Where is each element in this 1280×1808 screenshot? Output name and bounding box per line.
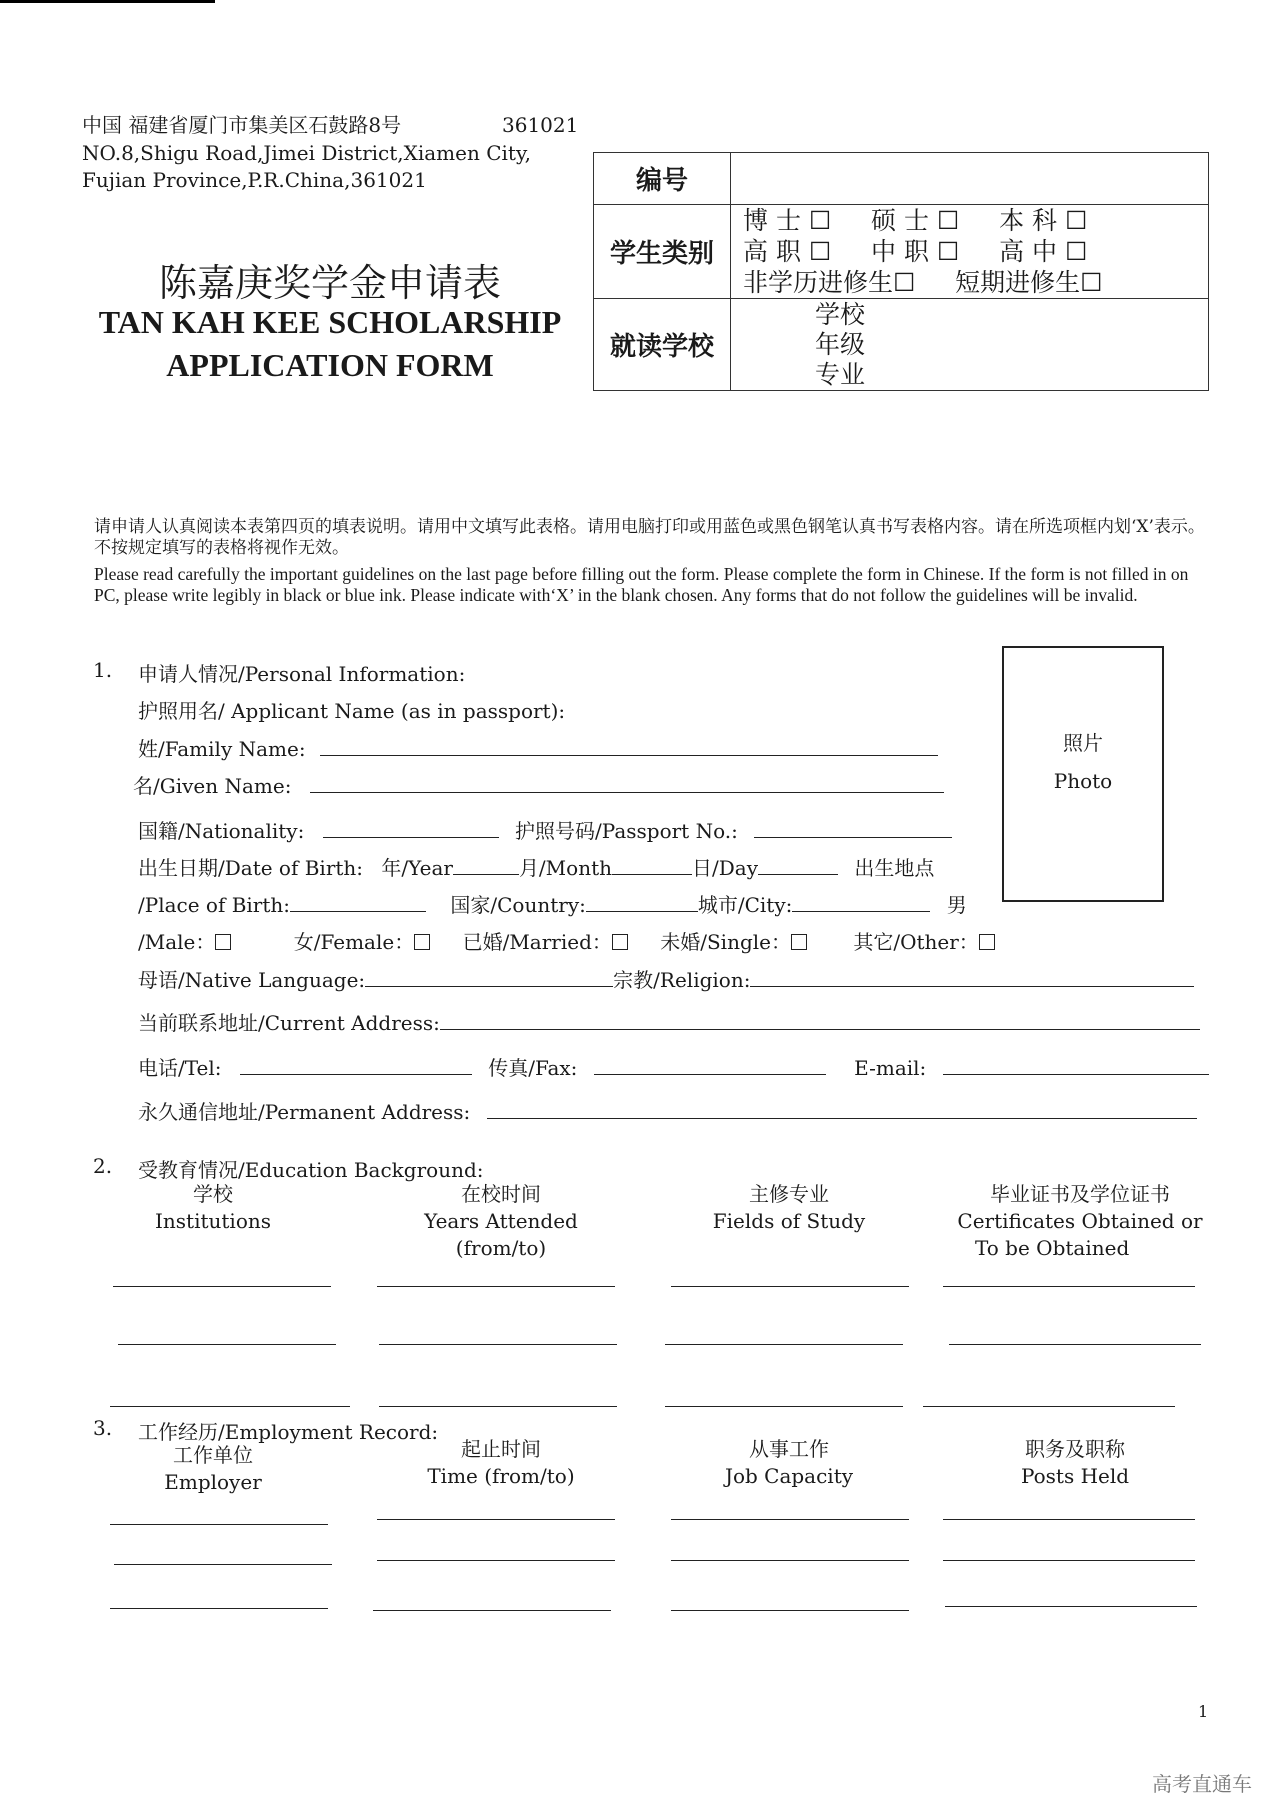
edu-line[interactable] [923,1406,1175,1407]
tel-field[interactable] [240,1074,472,1075]
day-label: 日/Day [692,856,758,880]
column-title-cn: 从事工作 [749,1437,829,1461]
passport-field[interactable] [754,837,952,838]
year-label: 年/Year [381,856,453,880]
column-title-cn: 在校时间 [461,1182,541,1206]
edu-col-institutions [113,1181,313,1235]
photo-label-cn: 照片 [1063,731,1103,755]
page-number: 1 [1198,1702,1209,1721]
edu-line[interactable] [379,1344,617,1345]
family-name-label: 姓/Family Name: [138,737,306,761]
permanent-address-row [138,1096,1197,1125]
native-language-field[interactable] [365,986,613,987]
male-checkbox[interactable] [215,934,231,950]
emp-line[interactable] [114,1564,332,1565]
emp-col-job [669,1436,909,1490]
year-field[interactable] [453,874,519,875]
email-label: E-mail: [854,1056,927,1080]
edu-line[interactable] [665,1344,903,1345]
address-line2: NO.8,Shigu Road,Jimei District,Xiamen City, [82,141,531,165]
female-checkbox[interactable] [414,934,430,950]
edu-line[interactable] [113,1286,331,1287]
pob-field[interactable] [290,911,426,912]
month-label: 月/Month [518,856,612,880]
nationality-label: 国籍/Nationality: [138,819,305,843]
married-label: 已婚/Married： [462,930,612,954]
column-title-en: Posts Held [1020,1464,1130,1488]
emp-col-posts [945,1436,1205,1490]
category-option-row[interactable]: 博 士 ☐ 硕 士 ☐ 本 科 ☐ [743,206,1088,235]
section3-heading: 工作经历/Employment Record: [138,1420,439,1444]
email-field[interactable] [943,1074,1209,1075]
section2-heading: 受教育情况/Education Background: [138,1158,484,1182]
column-title-en-2: To be Obtained [975,1236,1130,1260]
gender-marital-row [138,926,995,955]
school-field[interactable]: 学校 [815,299,866,329]
column-title-en: Certificates Obtained or [957,1209,1203,1233]
major-field[interactable]: 专业 [815,359,866,389]
language-religion-row [138,964,1194,993]
country-field[interactable] [586,911,698,912]
current-address-label: 当前联系地址/Current Address: [138,1011,440,1035]
edu-line[interactable] [665,1406,903,1407]
edu-line[interactable] [118,1344,336,1345]
emp-line[interactable] [110,1524,328,1525]
given-name-label: 名/Given Name: [133,774,292,798]
section1-heading: 申请人情况/Personal Information: [138,662,466,686]
day-field[interactable] [758,874,838,875]
address-line1: 中国 福建省厦门市集美区石鼓路8号 [82,113,402,137]
title-en-line2: APPLICATION FORM [166,347,494,383]
religion-label: 宗教/Religion: [613,968,751,992]
emp-line[interactable] [945,1606,1197,1607]
emp-line[interactable] [671,1610,909,1611]
city-field[interactable] [792,911,930,912]
tel-label: 电话/Tel: [138,1056,222,1080]
column-title-cn: 职务及职称 [1025,1437,1125,1461]
emp-line[interactable] [671,1519,909,1520]
address-line3: Fujian Province,P.R.China,361021 [82,168,427,192]
category-option-row[interactable]: 非学历进修生☐ 短期进修生☐ [743,268,1103,297]
column-title-en: Employer [164,1470,262,1494]
family-name-row [138,733,938,762]
number-field[interactable] [731,153,1209,205]
address-cn [82,112,401,138]
emp-line[interactable] [377,1519,615,1520]
fax-field[interactable] [594,1074,826,1075]
edu-col-fields [669,1181,909,1235]
family-name-field[interactable] [320,755,938,756]
number-label: 编号 [594,153,731,205]
postcode: 361021 [502,113,579,137]
category-label: 学生类别 [594,205,731,299]
column-title-en: Fields of Study [712,1209,866,1233]
single-checkbox[interactable] [791,934,807,950]
instructions-en: Please read carefully the important guidelines on the last page before filling out the form. Please complete the form in Chinese. If the form is not filled in on PC, please write legibly in black or blue ink. Please indicate with‘X’ in the blank chosen. Any forms that do not follow the guidelines will be invalid. [94,564,1189,605]
section1-number: 1. [93,658,113,682]
emp-line[interactable] [671,1560,909,1561]
column-title-cn: 毕业证书及学位证书 [990,1182,1170,1206]
religion-field[interactable] [750,986,1194,987]
pob-label: /Place of Birth: [138,893,291,917]
married-checkbox[interactable] [612,934,628,950]
month-field[interactable] [612,874,692,875]
edu-col-years [381,1181,621,1262]
permanent-address-label: 永久通信地址/Permanent Address: [138,1100,471,1124]
dob-label: 出生日期/Date of Birth: [138,856,364,880]
permanent-address-field[interactable] [487,1118,1197,1119]
current-address-field[interactable] [440,1029,1200,1030]
column-title-en: Job Capacity [724,1464,854,1488]
edu-line[interactable] [379,1406,617,1407]
photo-label-en: Photo [1053,769,1113,793]
top-rule [0,0,215,3]
title-cn: 陈嘉庚奖学金申请表 [158,261,501,305]
section2-number: 2. [93,1154,113,1178]
given-name-field[interactable] [310,792,944,793]
fax-label: 传真/Fax: [488,1056,578,1080]
emp-line[interactable] [373,1610,611,1611]
other-label: 其它/Other： [853,930,979,954]
column-title-cn: 起止时间 [461,1437,541,1461]
emp-line[interactable] [377,1560,615,1561]
column-title-en-2: (from/to) [455,1236,547,1260]
emp-line[interactable] [943,1519,1195,1520]
office-info-table [593,152,1209,391]
given-name-row [133,770,944,799]
title-en-line1: TAN KAH KEE SCHOLARSHIP [98,304,562,340]
edu-line[interactable] [110,1406,350,1407]
edu-line[interactable] [671,1286,909,1287]
column-title-cn: 学校 [193,1182,233,1206]
applicant-name-label: 护照用名/ Applicant Name (as in passport): [138,699,566,723]
photo-box[interactable] [1002,646,1164,902]
city-label: 城市/City: [697,893,793,917]
school-fields[interactable] [731,299,1209,391]
column-title-en: Institutions [154,1209,271,1233]
nationality-field[interactable] [323,837,499,838]
edu-line[interactable] [377,1286,615,1287]
emp-col-time [381,1436,621,1490]
watermark: 高考直通车 [1152,1772,1252,1796]
edu-line[interactable] [943,1286,1195,1287]
other-checkbox[interactable] [979,934,995,950]
instructions-cn: 请申请人认真阅读本表第四页的填表说明。请用中文填写此表格。请用电脑打印或用蓝色或黑色钢笔认真书写表格内容。请在所选项框内划‘X’表示。不按规定填写的表格将视作无效。 [94,517,1205,558]
native-language-label: 母语/Native Language: [138,968,366,992]
country-label: 国家/Country: [450,893,586,917]
single-label: 未婚/Single： [660,930,791,954]
nationality-row [138,815,952,844]
current-address-row [138,1007,1200,1036]
pob-row [138,889,967,918]
pob-cn-label: 出生地点 [854,856,935,880]
emp-col-employer [113,1442,313,1496]
category-option-row[interactable]: 高 职 ☐ 中 职 ☐ 高 中 ☐ [743,237,1088,266]
column-title-cn: 主修专业 [749,1182,829,1206]
emp-line[interactable] [110,1608,328,1609]
column-title-en: Years Attended [424,1209,578,1233]
edu-col-certificates [945,1181,1215,1262]
dob-row [138,852,934,881]
male-cn-label: 男 [946,893,967,917]
school-label: 就读学校 [594,299,731,391]
emp-line[interactable] [943,1560,1195,1561]
column-title-cn: 工作单位 [173,1443,253,1467]
category-options[interactable] [731,205,1209,299]
passport-label: 护照号码/Passport No.: [515,819,738,843]
contact-row [138,1052,1209,1081]
grade-field[interactable]: 年级 [815,329,866,359]
female-label: 女/Female： [293,930,415,954]
section3-number: 3. [93,1416,113,1440]
column-title-en: Time (from/to) [427,1464,575,1488]
male-label: /Male： [138,930,216,954]
edu-line[interactable] [949,1344,1201,1345]
